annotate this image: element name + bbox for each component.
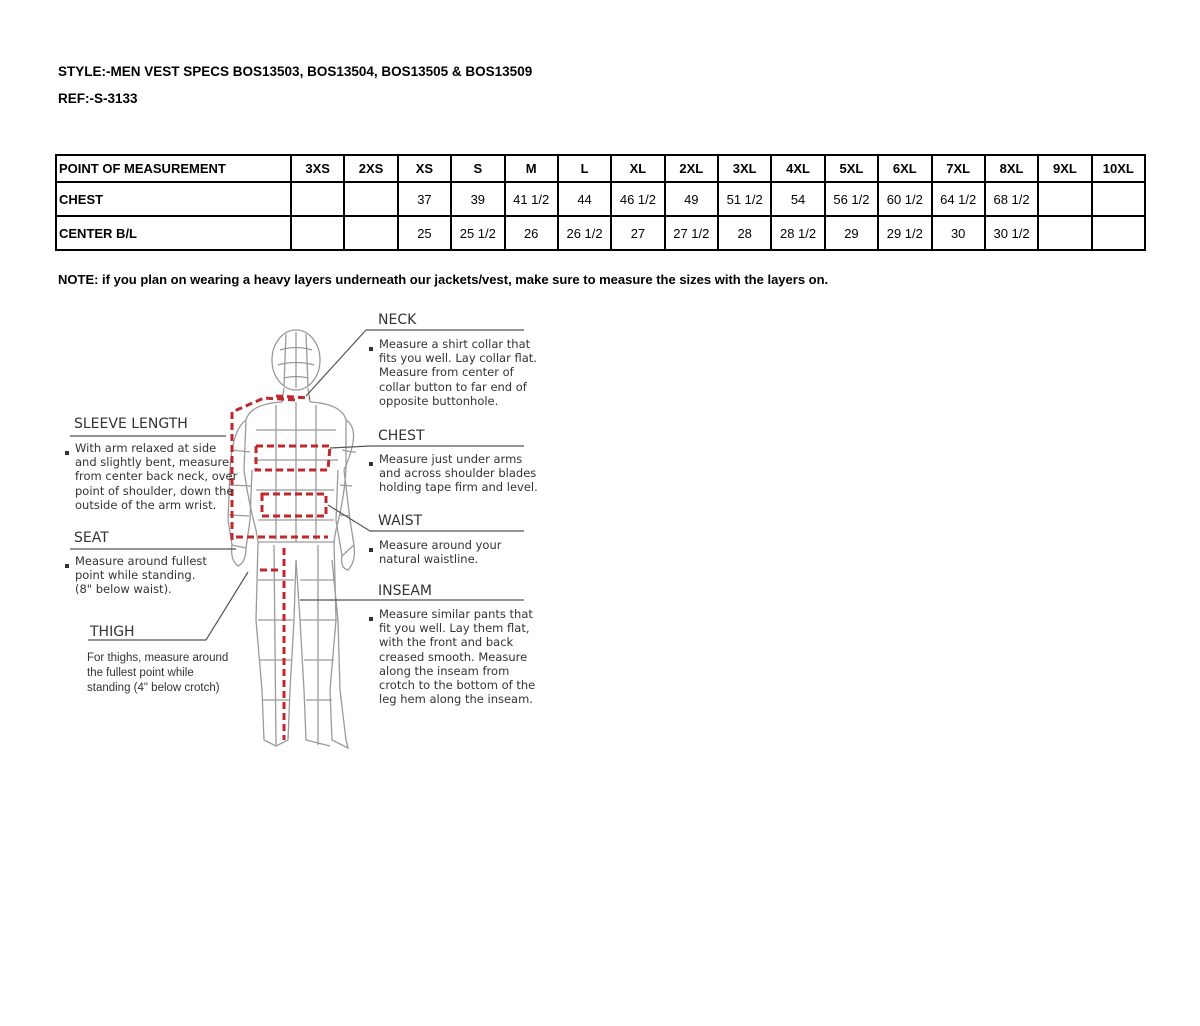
table-cell: 30 1/2 [985, 216, 1038, 250]
style-title: STYLE:-MEN VEST SPECS BOS13503, BOS13504, BOS13505 & BOS13509 [58, 64, 533, 79]
bullet-icon [65, 564, 69, 568]
table-cell: 29 1/2 [878, 216, 931, 250]
table-cell: 27 1/2 [665, 216, 718, 250]
column-header: 8XL [985, 155, 1038, 182]
bullet-icon [369, 462, 373, 466]
column-header: XL [611, 155, 664, 182]
table-cell: 46 1/2 [611, 182, 664, 216]
human-figure-icon [228, 330, 356, 748]
column-header: 3XS [291, 155, 344, 182]
layering-note: NOTE: if you plan on wearing a heavy layers underneath our jackets/vest, make sure to measure the sizes with the layers on. [58, 272, 829, 287]
table-cell: 25 [398, 216, 451, 250]
table-cell: 30 [932, 216, 985, 250]
column-header: XS [398, 155, 451, 182]
table-cell: 28 1/2 [771, 216, 824, 250]
column-header: 10XL [1092, 155, 1145, 182]
column-header: 6XL [878, 155, 931, 182]
table-cell: 44 [558, 182, 611, 216]
sleeve-length-title: SLEEVE LENGTH [74, 416, 188, 432]
column-header: 2XL [665, 155, 718, 182]
column-header: 5XL [825, 155, 878, 182]
table-cell: 27 [611, 216, 664, 250]
table-cell: 60 1/2 [878, 182, 931, 216]
column-header: L [558, 155, 611, 182]
column-header: 9XL [1038, 155, 1091, 182]
thigh-title: THIGH [90, 624, 135, 640]
table-cell: 28 [718, 216, 771, 250]
column-header: 2XS [344, 155, 397, 182]
table-cell: 68 1/2 [985, 182, 1038, 216]
bullet-icon [369, 617, 373, 621]
inseam-instructions: Measure similar pants that fit you well. Lay them flat, with the front and back creased smooth. Measure along the inseam from crotch to the bottom of the leg hem along the inseam. [379, 607, 536, 707]
column-header: 3XL [718, 155, 771, 182]
measurement-lines [232, 396, 330, 740]
sleeve-measure-line [232, 398, 296, 540]
waist-instructions: Measure around your natural waistline. [379, 538, 502, 567]
table-cell: 41 1/2 [505, 182, 558, 216]
column-header: 4XL [771, 155, 824, 182]
table-cell: 39 [451, 182, 504, 216]
table-cell: 51 1/2 [718, 182, 771, 216]
chest-title: CHEST [378, 428, 425, 444]
neck-title: NECK [378, 312, 417, 328]
row-label: CENTER B/L [56, 216, 291, 250]
table-cell: 49 [665, 182, 718, 216]
table-cell: 29 [825, 216, 878, 250]
table-cell: 37 [398, 182, 451, 216]
column-header: M [505, 155, 558, 182]
table-cell: 26 1/2 [558, 216, 611, 250]
table-cell: 64 1/2 [932, 182, 985, 216]
neck-instructions: Measure a shirt collar that fits you well. Lay collar flat. Measure from center of collar button to far end of opposite buttonhole. [379, 337, 537, 408]
ref-number: REF:-S-3133 [58, 91, 138, 106]
row-label: CHEST [56, 182, 291, 216]
column-header: POINT OF MEASUREMENT [56, 155, 291, 182]
table-cell: 25 1/2 [451, 216, 504, 250]
thigh-instructions: For thighs, measure around the fullest point while standing (4" below crotch) [87, 652, 229, 694]
chest-instructions: Measure just under arms and across shoulder blades holding tape firm and level. [379, 452, 538, 495]
table-cell: 54 [771, 182, 824, 216]
waist-title: WAIST [378, 513, 423, 529]
column-header: S [451, 155, 504, 182]
table-cell: 56 1/2 [825, 182, 878, 216]
bullet-icon [369, 548, 373, 552]
chest-measure-line [256, 446, 330, 470]
seat-title: SEAT [74, 530, 109, 546]
sleeve-length-instructions: With arm relaxed at side and slightly bent, measure from center back neck, over point of shoulder, down the outside of the arm wrist. [75, 441, 238, 512]
inseam-title: INSEAM [378, 583, 432, 599]
column-header: 7XL [932, 155, 985, 182]
bullet-icon [369, 347, 373, 351]
seat-instructions: Measure around fullest point while standing. (8" below waist). [75, 554, 207, 597]
bullet-icon [65, 451, 69, 455]
table-cell: 26 [505, 216, 558, 250]
neck-measure-line [276, 396, 310, 398]
